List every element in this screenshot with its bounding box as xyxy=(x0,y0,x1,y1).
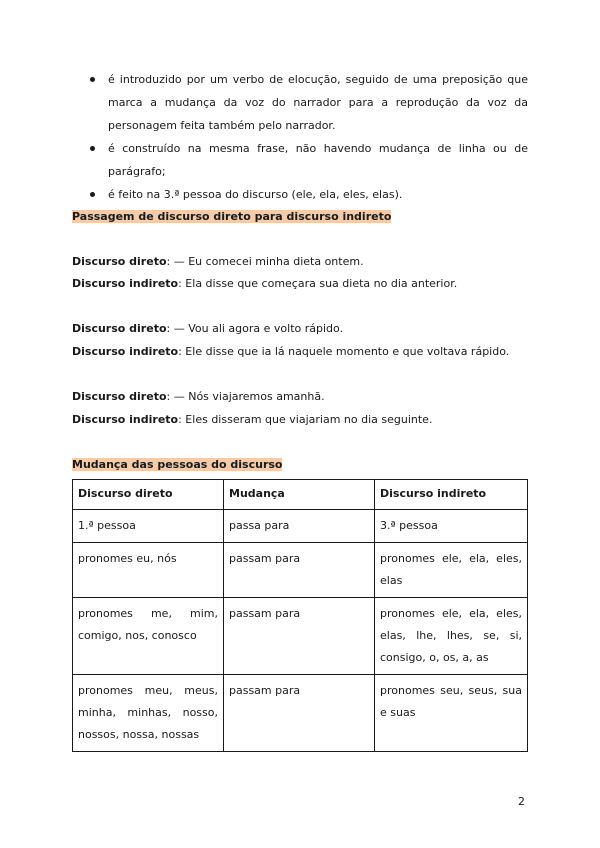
table-row xyxy=(73,675,528,752)
example-direct-3 xyxy=(72,389,532,405)
direct-text: : — Nós viajaremos amanhã. xyxy=(166,390,325,403)
bullet-item: é feito na 3.ª pessoa do discurso (ele, ela, eles, elas). xyxy=(72,183,528,206)
direct-label: Discurso direto xyxy=(72,390,167,403)
indirect-text: : Ela disse que começara sua dieta no dia anterior. xyxy=(178,277,458,290)
table-header-row xyxy=(73,480,528,510)
table-cell: pronomes eu, nós xyxy=(73,543,224,598)
indirect-text: : Eles disseram que viajariam no dia seguinte. xyxy=(178,413,433,426)
bullet-item: é construído na mesma frase, não havendo mudança de linha ou de parágrafo; xyxy=(72,137,528,183)
table-cell: 3.ª pessoa xyxy=(375,510,528,543)
table-row xyxy=(73,543,528,598)
section-heading-passagem: Passagem de discurso direto para discurso indireto xyxy=(72,210,392,223)
bullet-list xyxy=(72,68,528,206)
table-cell: passam para xyxy=(224,598,375,675)
indirect-label: Discurso indireto xyxy=(72,413,179,426)
direct-text: : — Vou ali agora e volto rápido. xyxy=(166,322,344,335)
direct-label: Discurso direto xyxy=(72,322,167,335)
table-cell: passam para xyxy=(224,543,375,598)
table-cell: pronomes ele, ela, eles, elas xyxy=(375,543,528,598)
column-header: Discurso direto xyxy=(73,480,224,510)
table-cell: passa para xyxy=(224,510,375,543)
pronoun-change-table xyxy=(72,479,528,752)
example-direct-1 xyxy=(72,254,532,270)
table-cell: pronomes me, mim, comigo, nos, conosco xyxy=(73,598,224,675)
table-row xyxy=(73,510,528,543)
indirect-label: Discurso indireto xyxy=(72,277,179,290)
table-cell: pronomes seu, seus, sua e suas xyxy=(375,675,528,752)
direct-text: : — Eu comecei minha dieta ontem. xyxy=(166,255,364,268)
column-header: Mudança xyxy=(224,480,375,510)
direct-label: Discurso direto xyxy=(72,255,167,268)
example-direct-2 xyxy=(72,321,532,337)
table-row xyxy=(73,598,528,675)
column-header: Discurso indireto xyxy=(375,480,528,510)
indirect-text: : Ele disse que ia lá naquele momento e que voltava rápido. xyxy=(178,345,510,358)
example-indirect-2 xyxy=(72,344,532,360)
table-cell: 1.ª pessoa xyxy=(73,510,224,543)
example-indirect-1 xyxy=(72,276,532,292)
section-heading-mudanca: Mudança das pessoas do discurso xyxy=(72,458,283,471)
table-cell: pronomes ele, ela, eles, elas, lhe, lhes, se, si, consigo, o, os, a, as xyxy=(375,598,528,675)
table-cell: pronomes meu, meus, minha, minhas, nosso, nossos, nossa, nossas xyxy=(73,675,224,752)
example-indirect-3 xyxy=(72,412,532,428)
table-cell: passam para xyxy=(224,675,375,752)
bullet-item: é introduzido por um verbo de elocução, seguido de uma preposição que marca a mudança da voz do narrador para a reprodução da voz da personagem feita também pelo narrador. xyxy=(72,68,528,137)
page-number: 2 xyxy=(518,795,525,808)
indirect-label: Discurso indireto xyxy=(72,345,179,358)
